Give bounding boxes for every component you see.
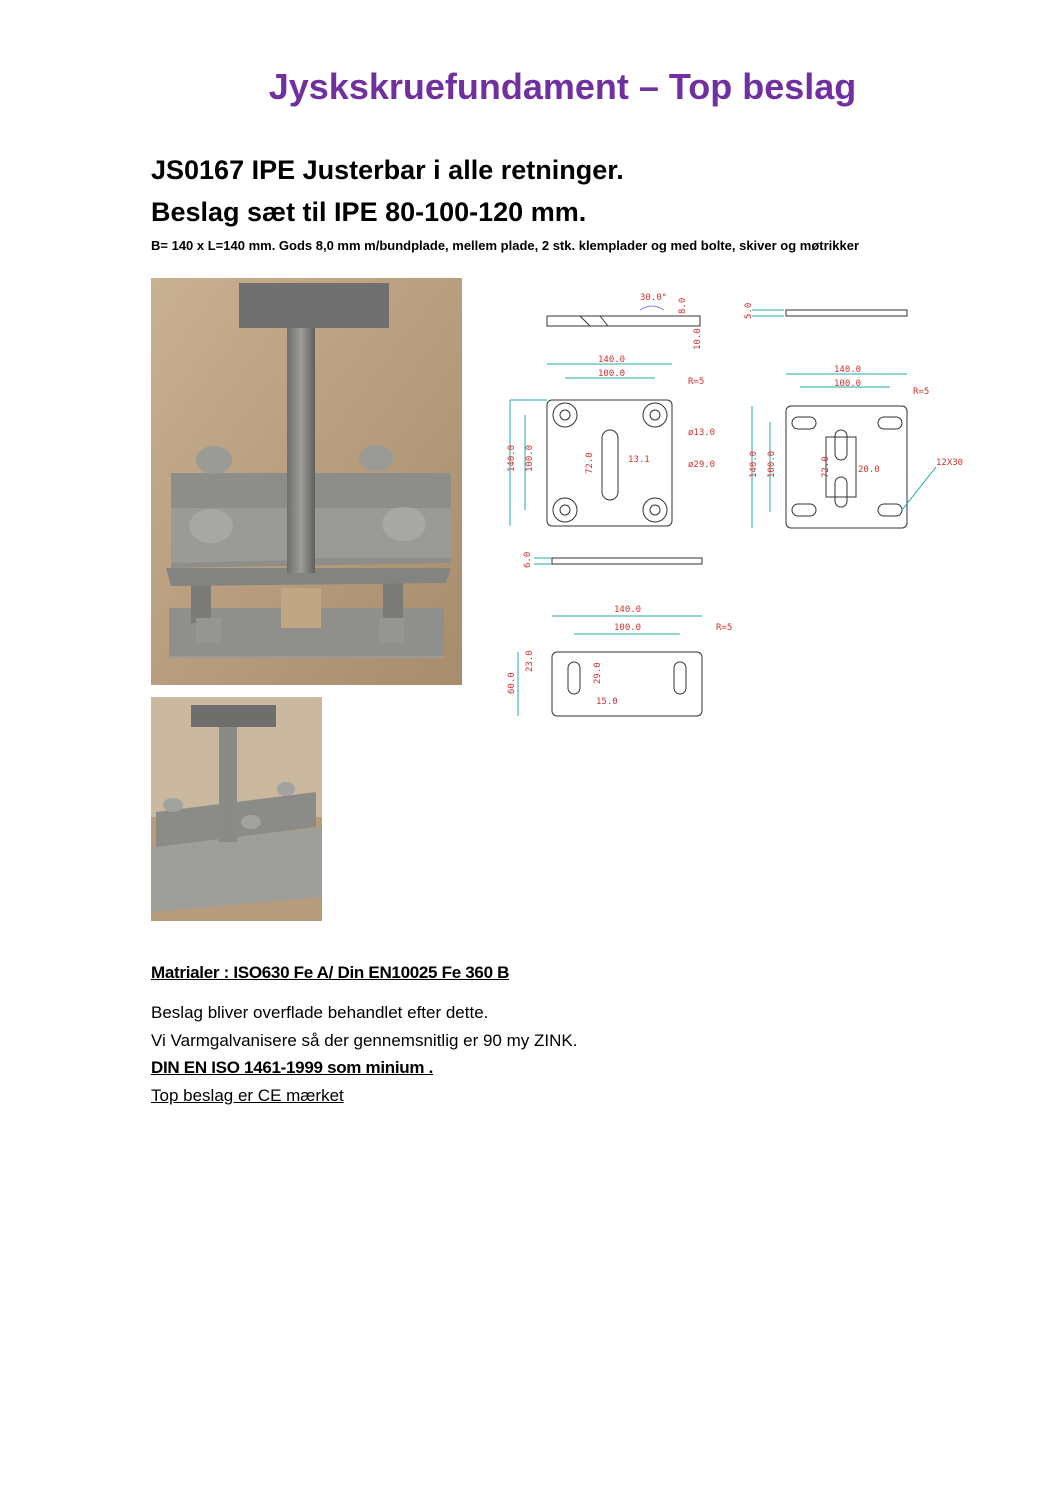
dim-8: 8.0 xyxy=(678,297,688,314)
dim-r5-c: R=5 xyxy=(716,623,733,633)
dim-6: 6.0 xyxy=(523,551,533,568)
dim-140-v-a: 140.0 xyxy=(507,444,517,472)
page-title: Jyskskruefundament – Top beslag xyxy=(268,66,857,107)
materials-line1: Beslag bliver overflade behandlet efter dette. xyxy=(151,1003,489,1022)
dim-140-b: 140.0 xyxy=(834,365,862,375)
dim-r5-a: R=5 xyxy=(688,377,705,387)
dim-60: 60.0 xyxy=(507,672,517,694)
dim-13-1: 13.1 xyxy=(628,455,650,465)
materials-line2: Vi Varmgalvanisere så der gennemsnitlig er 90 my ZINK. xyxy=(151,1031,578,1050)
product-photo-large xyxy=(151,278,462,685)
dim-r5-b: R=5 xyxy=(913,387,930,397)
dim-29: 29.0 xyxy=(593,662,603,684)
dim-d29: ø29.0 xyxy=(688,460,716,470)
dim-100-b: 100.0 xyxy=(834,379,862,389)
materials-line3: DIN EN ISO 1461-1999 som minium . xyxy=(151,1058,434,1077)
product-heading-line1: JS0167 IPE Justerbar i alle retninger. xyxy=(151,155,624,185)
dim-slot: 12X30 xyxy=(936,458,964,468)
dim-15: 15.0 xyxy=(596,697,618,707)
dim-140-c: 140.0 xyxy=(614,605,642,615)
product-spec: B= 140 x L=140 mm. Gods 8,0 mm m/bundplade, mellem plade, 2 stk. klemplader og med bolte, skiver og møtrikker xyxy=(151,238,860,253)
dim-140-v-b: 140.0 xyxy=(749,450,759,478)
dim-100-c: 100.0 xyxy=(614,623,642,633)
product-photo-small xyxy=(151,697,322,921)
dim-72-a: 72.0 xyxy=(585,452,595,474)
product-heading-line2: Beslag sæt til IPE 80-100-120 mm. xyxy=(151,197,587,227)
dim-23: 23.0 xyxy=(525,650,535,672)
dim-100-v-b: 100.0 xyxy=(767,450,777,478)
dim-140-a: 140.0 xyxy=(598,355,626,365)
dim-20: 20.0 xyxy=(858,465,880,475)
materials-line4: Top beslag er CE mærket xyxy=(151,1086,344,1105)
dim-5: 5.0 xyxy=(744,302,754,319)
dim-100-a: 100.0 xyxy=(598,369,626,379)
technical-drawing xyxy=(490,282,970,727)
dim-100-v-a: 100.0 xyxy=(525,444,535,472)
materials-heading: Matrialer : ISO630 Fe A/ Din EN10025 Fe 360 B xyxy=(151,963,510,982)
dim-10: 10.0 xyxy=(693,328,703,350)
dim-72-b: 72.0 xyxy=(821,456,831,478)
dim-d13: ø13.0 xyxy=(688,428,716,438)
dim-angle: 30.0° xyxy=(640,293,668,303)
